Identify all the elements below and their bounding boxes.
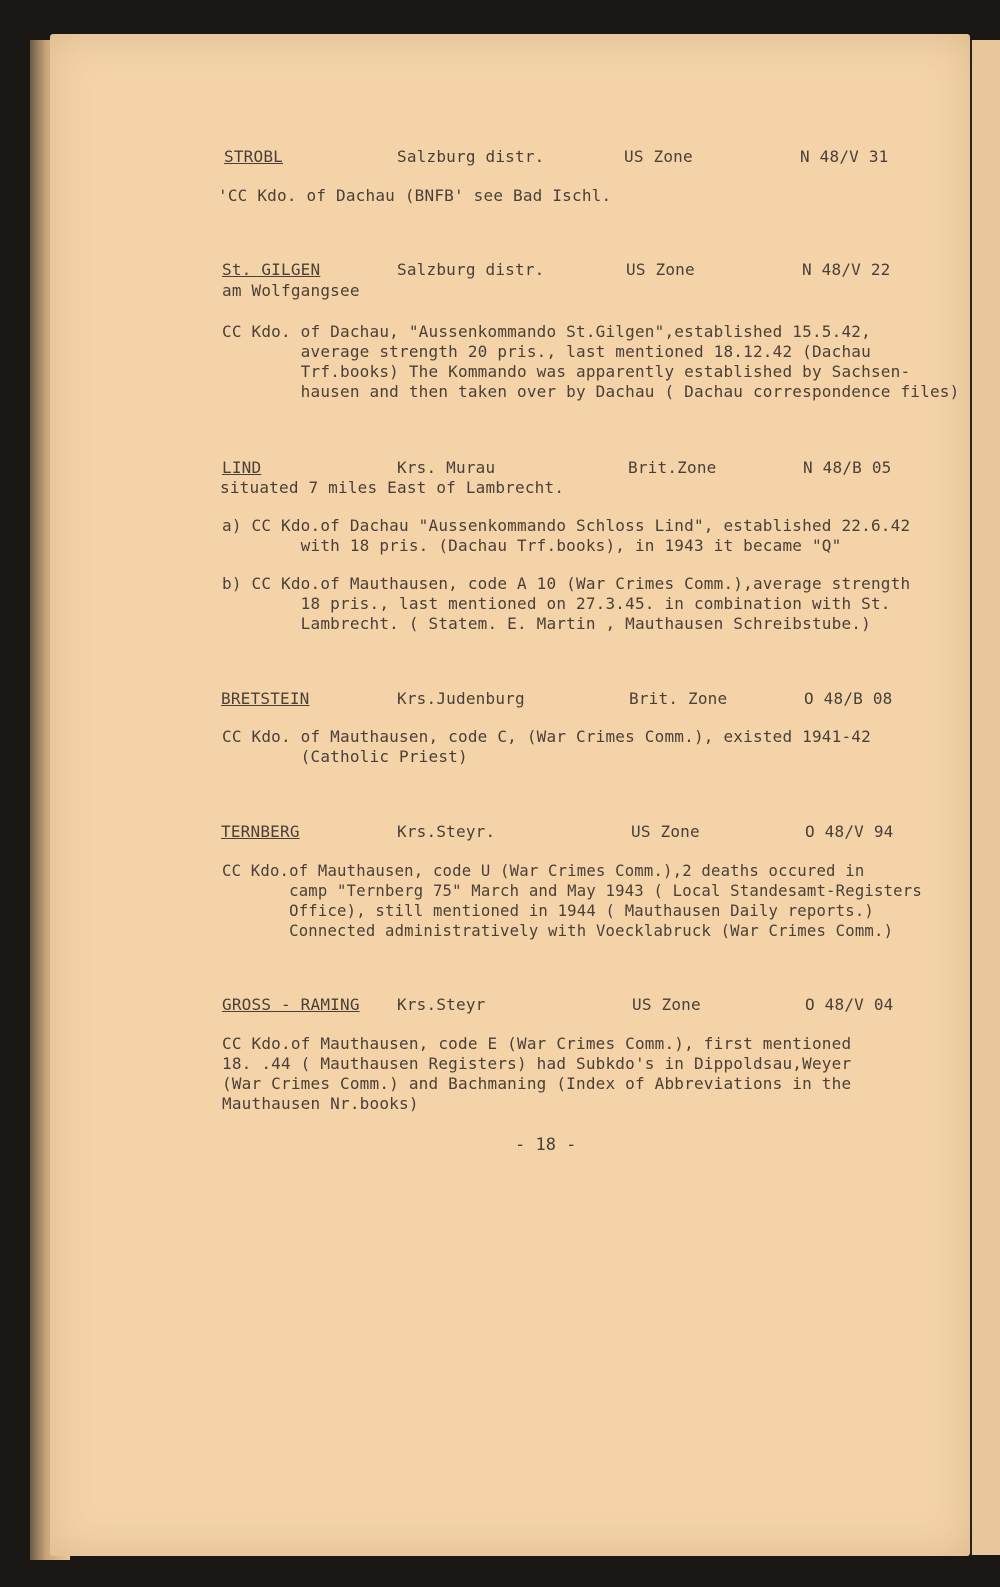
entry-line: 18 pris., last mentioned on 27.3.45. in combination with St. <box>222 594 891 613</box>
entry-zone: Brit. Zone <box>629 689 728 708</box>
entry-district: Salzburg distr. <box>397 260 545 279</box>
entry-subtitle: situated 7 miles East of Lambrecht. <box>220 478 565 497</box>
entry-line: (War Crimes Comm.) and Bachmaning (Index of Abbreviations in the <box>222 1074 852 1093</box>
entry-line: b) CC Kdo.of Mauthausen, code A 10 (War Crimes Comm.),average strength <box>222 574 911 593</box>
entry-zone: US Zone <box>624 147 693 166</box>
entry-name: LIND <box>222 458 262 477</box>
entry-line: CC Kdo.of Mauthausen, code U (War Crimes Comm.),2 deaths occured in <box>222 862 865 880</box>
entry-ref: N 48/B 05 <box>803 458 892 477</box>
entry-name: STROBL <box>224 147 283 166</box>
entry-zone: Brit.Zone <box>628 458 717 477</box>
entry-zone: US Zone <box>631 822 700 841</box>
entry-line: Trf.books) The Kommando was apparently established by Sachsen- <box>222 362 911 381</box>
entry-district: Krs.Judenburg <box>397 689 525 708</box>
adjacent-page-edge <box>970 40 1000 1555</box>
entry-district: Krs. Murau <box>397 458 496 477</box>
entry-ref: N 48/V 22 <box>802 260 891 279</box>
entry-subtitle: am Wolfgangsee <box>222 281 360 300</box>
entry-ref: N 48/V 31 <box>800 147 889 166</box>
entry-line: 18. .44 ( Mauthausen Registers) had Subkdo's in Dippoldsau,Weyer <box>222 1054 852 1073</box>
entry-line: CC Kdo. of Mauthausen, code C, (War Crimes Comm.), existed 1941-42 <box>222 727 871 746</box>
entry-name: St. GILGEN <box>222 260 321 279</box>
entry-zone: US Zone <box>632 995 701 1014</box>
entry-line: CC Kdo. of Dachau, "Aussenkommando St.Gilgen",established 15.5.42, <box>222 322 871 341</box>
entry-ref: O 48/V 94 <box>805 822 894 841</box>
entry-line: Connected administratively with Voecklabruck (War Crimes Comm.) <box>222 922 894 940</box>
entry-district: Salzburg distr. <box>397 147 545 166</box>
entry-line: Lambrecht. ( Statem. E. Martin , Mauthausen Schreibstube.) <box>222 614 871 633</box>
entry-line: with 18 pris. (Dachau Trf.books), in 1943 it became "Q" <box>222 536 842 555</box>
entry-line: hausen and then taken over by Dachau ( Dachau correspondence files) <box>222 382 960 401</box>
entry-name: GROSS - RAMING <box>222 995 360 1014</box>
entry-zone: US Zone <box>626 260 695 279</box>
entry-district: Krs.Steyr. <box>397 822 496 841</box>
entry-line: average strength 20 pris., last mentioned 18.12.42 (Dachau <box>222 342 871 361</box>
entry-ref: O 48/B 08 <box>804 689 893 708</box>
entry-line: a) CC Kdo.of Dachau "Aussenkommando Schloss Lind", established 22.6.42 <box>222 516 911 535</box>
entry-name: BRETSTEIN <box>221 689 310 708</box>
entry-line: 'CC Kdo. of Dachau (BNFB' see Bad Ischl. <box>218 186 612 205</box>
entry-line: Office), still mentioned in 1944 ( Mauthausen Daily reports.) <box>222 902 874 920</box>
entry-name: TERNBERG <box>221 822 300 841</box>
entry-line: Mauthausen Nr.books) <box>222 1094 419 1113</box>
entry-line: (Catholic Priest) <box>222 747 468 766</box>
entry-district: Krs.Steyr <box>397 995 486 1014</box>
entry-ref: O 48/V 04 <box>805 995 894 1014</box>
page-number: - 18 - <box>515 1135 577 1155</box>
entry-line: camp "Ternberg 75" March and May 1943 ( Local Standesamt-Registers <box>222 882 922 900</box>
entry-line: CC Kdo.of Mauthausen, code E (War Crimes Comm.), first mentioned <box>222 1034 852 1053</box>
